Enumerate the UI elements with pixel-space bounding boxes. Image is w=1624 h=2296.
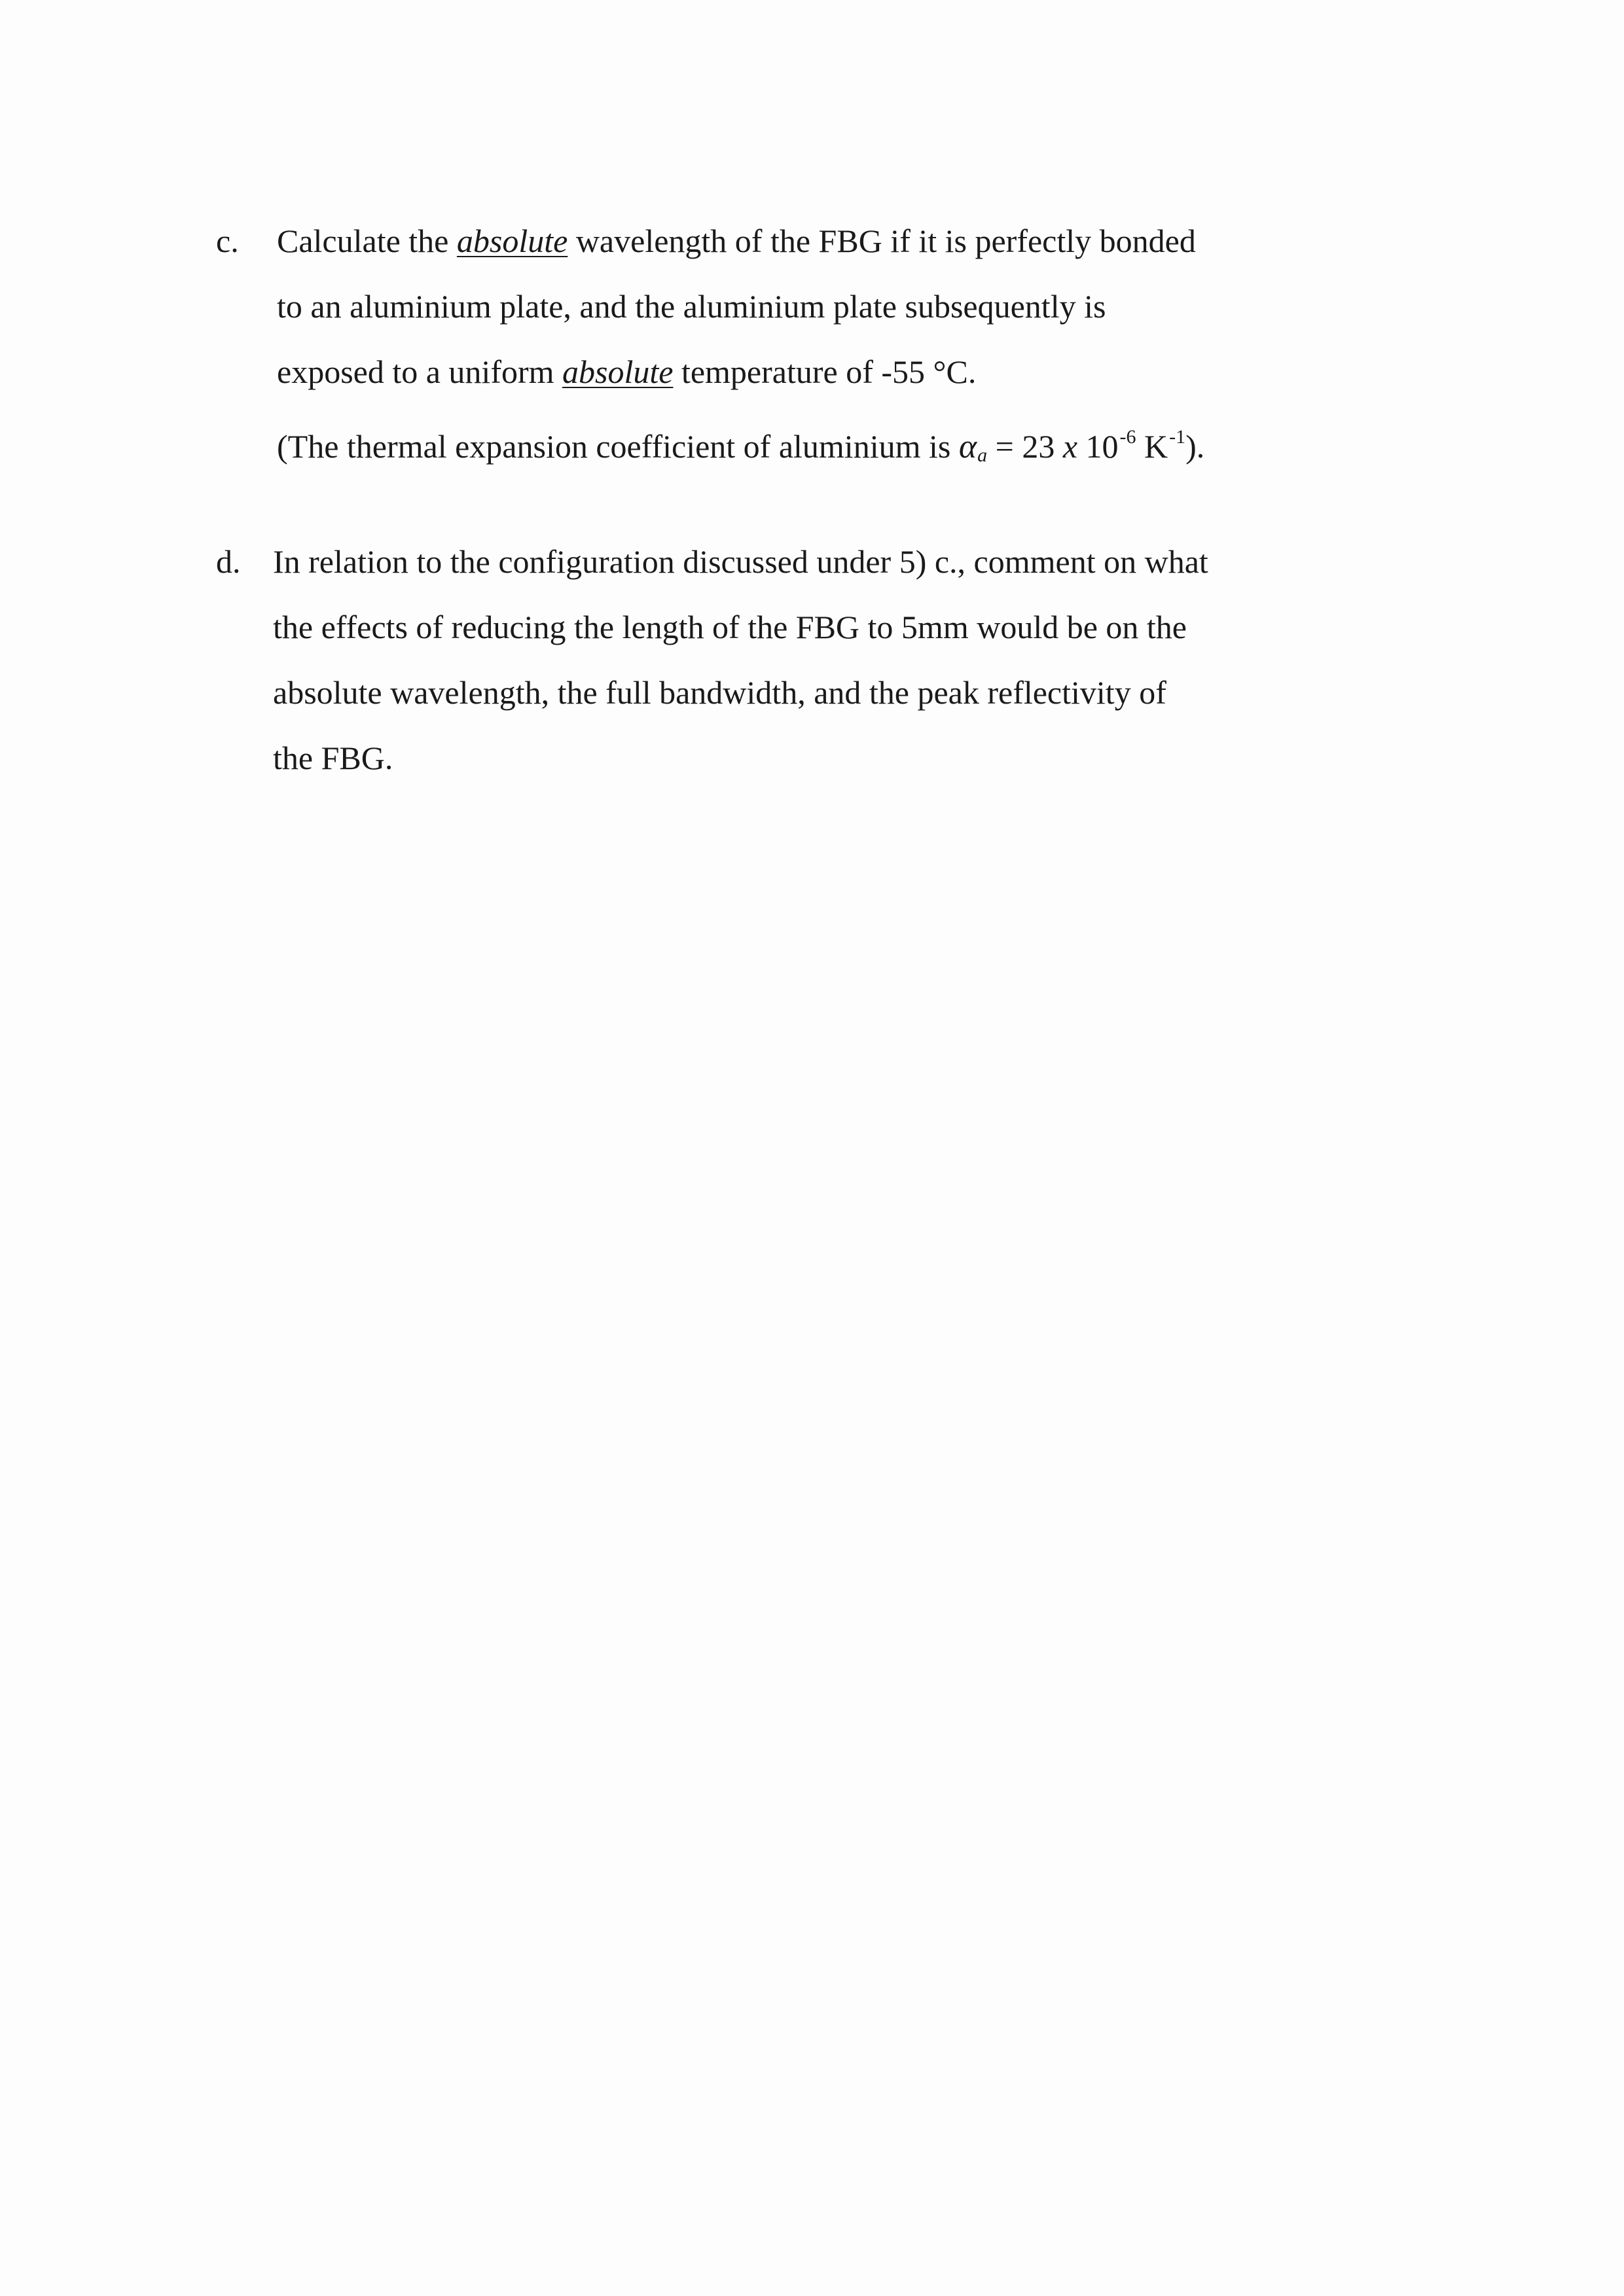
emphasis-absolute: absolute <box>562 353 674 390</box>
times-symbol: x <box>1062 428 1078 465</box>
question-c-line-2: to an aluminium plate, and the aluminium plate subsequently is <box>277 288 1106 325</box>
alpha-symbol: α <box>958 428 977 465</box>
emphasis-absolute: absolute <box>456 223 568 259</box>
question-d-marker: d. <box>216 543 241 580</box>
question-d-line-4: the FBG. <box>273 740 393 776</box>
question-d-line-1: In relation to the configuration discussed under 5) c., comment on what <box>273 543 1208 580</box>
question-d-line-3: absolute wavelength, the full bandwidth, and the peak reflectivity of <box>273 674 1166 711</box>
question-c-line-4: (The thermal expansion coefficient of aluminium is $\alpha_a = 23$ x $10^{-6}$ $K^{-1}$). <box>277 426 1205 466</box>
alpha-subscript: a <box>977 444 988 466</box>
question-d-text <box>273 529 1208 791</box>
question-c-marker: c. <box>216 223 239 259</box>
question-c-line-3: exposed to a uniform absolute temperature of -55 °C. <box>277 353 977 390</box>
question-d-line-2: the effects of reducing the length of the FBG to 5mm would be on the <box>273 609 1187 645</box>
question-c-line-1: Calculate the absolute wavelength of the FBG if it is perfectly bonded <box>277 223 1196 259</box>
exponent: -6 <box>1119 426 1136 448</box>
unit-exponent: -1 <box>1169 426 1186 448</box>
question-c-text <box>277 208 1204 470</box>
